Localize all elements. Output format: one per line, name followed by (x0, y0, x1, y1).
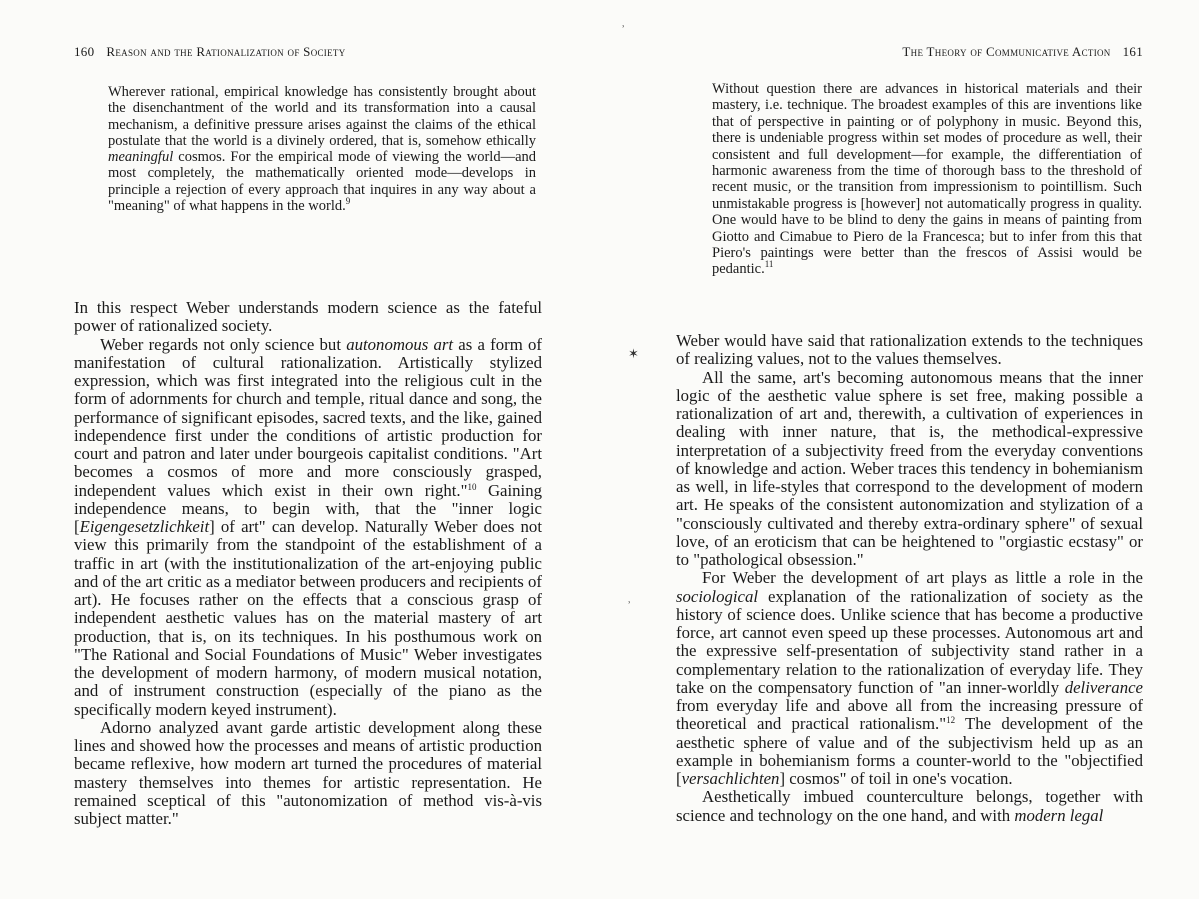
right-page (676, 0, 1143, 899)
right-paragraph-4: Aesthetically imbued counterculture belongs, together with science and technology on the one hand, and with modern legal (676, 787, 1143, 825)
left-paragraph-2: Weber regards not only science but autonomous art as a form of manifestation of cultural rationalization. Artistically stylized expression, which was first integrated into the religious cult in the form of adornments for church and temple, ritual dance and song, the performance of significant episodes, sacred texts, and the like, gained independence first under the conditions of artistic production for court and patron and later under bourgeois capitalist conditions. "Art becomes a cosmos of more and more consciously grasped, independent values which exist in their own right."$^{10}$ Gaining independence means, to begin with, that the "inner logic [Eigengesetzlichkeit] of art" can develop. Naturally Weber does not view this primarily from the standpoint of the establishment of a traffic in art (with the institutionalization of the art-enjoying public and of the art critic as a mediator between producers and recipients of art). He focuses rather on the effects that a conscious grasp of independent aesthetic values has on the material mastery of art production, that is, on its techniques. In his posthumous work on "The Rational and Social Foundations of Music" Weber investigates the development of modern harmony, of modern musical notation, and of instrument construction (especially of the piano as the specifically modern keyed instrument). (74, 334, 543, 719)
left-block-quote (108, 84, 536, 214)
right-running-head-title: The Theory of Communicative Action (902, 44, 1111, 59)
right-paragraph-3: For Weber the development of art plays as little a role in the sociological explanation of the rationalization of society as the history of science does. Unlike science that has become a productive force, art cannot even speed up these processes. Autonomous art and the expressive self-presentation of subjectivity stand rather in a complementary relation to the rationalization of everyday life. They take on the compensatory function of "an inner-worldly deliverance from everyday life and above all from the increasing pressure of theoretical and practical rationalism."$^{12}$ The development of the aesthetic sphere of value and of the subjectivism held up as an example in bohemianism forms a counter-world to the "objectified [versachlichten] cosmos" of toil in one's vocation. (676, 568, 1143, 788)
right-block-quote (712, 81, 1142, 278)
right-paragraph-1: Weber would have said that rationalization extends to the techniques of realizing values, not to the values themselves. (676, 331, 1143, 369)
gutter-mark: ʾ (627, 598, 632, 613)
left-paragraph-3: Adorno analyzed avant garde artistic development along these lines and showed how the processes and means of artistic production became reflexive, how modern art turned the procedures of material mastery themselves into themes for artistic representation. He remained sceptical of this "autonomization of method vis-à-vis subject matter." (74, 717, 542, 828)
left-running-head (74, 44, 542, 60)
left-block-quote-paragraph: Wherever rational, empirical knowledge has consistently brought about the disenchantment of the world and its transformation into a causal mechanism, a definitive pressure arises against the claims of the ethical postulate that the world is a divinely ordered, that is, somehow ethically meaningful cosmos. For the empirical mode of viewing the world—and most completely, the mathematically oriented mode—develops in principle a rejection of every approach that inquires in any way about a "meaning" of what happens in the world.$^9$ (108, 84, 536, 215)
gutter-mark: ʾ (621, 22, 626, 37)
left-body-text (74, 299, 542, 828)
left-page-number: 160 (74, 44, 95, 59)
right-page-number: 161 (1122, 44, 1143, 59)
right-body-text (676, 332, 1143, 825)
right-paragraph-2: All the same, art's becoming autonomous means that the inner logic of the aesthetic value sphere is set free, making possible a rationalization of art and, therewith, a cultivation of experiences in dealing with inner nature, that is, the methodical-expressive interpretation of a subjectivity freed from the everyday conventions of knowledge and action. Weber traces this tendency in bohemianism as well, in life-styles that correspond to the development of modern art. He speaks of the consistent autonomization and stylization of a "consciously cultivated and thereby extra-ordinary sphere" of sexual love, of an eroticism that can be heightened to "orgiastic ecstasy" or to "pathological obsession." (676, 367, 1143, 569)
right-running-head (676, 44, 1143, 60)
left-paragraph-1: In this respect Weber understands modern science as the fateful power of rationalized society. (74, 298, 542, 336)
footnote-ref: 12 (946, 715, 956, 726)
footnote-ref: 10 (467, 481, 477, 492)
footnote-ref: 11 (764, 259, 774, 270)
right-block-quote-paragraph: Without question there are advances in historical materials and their mastery, i.e. technique. The broadest examples of this are inventions like that of perspective in painting or of polyphony in music. Beyond this, there is undeniable progress within set modes of procedure as well, their consistent and full development—for example, the differentiation of harmonic awareness from the time of thorough bass to the threshold of recent music, or the transition from impressionism to pointillism. Such unmistakable progress is [however] not automatically progress in quality. One would have to be blind to deny the gains in means of painting from Giotto and Cimabue to Piero de la Francesca; but to infer from this that Piero's paintings were better than the frescos of Assisi would be pedantic.$^{11}$ (712, 81, 1142, 278)
gutter-mark: ✶ (628, 346, 639, 361)
left-page (74, 0, 542, 899)
left-running-head-title: Reason and the Rationalization of Society (106, 44, 346, 59)
footnote-ref: 9 (345, 196, 351, 207)
